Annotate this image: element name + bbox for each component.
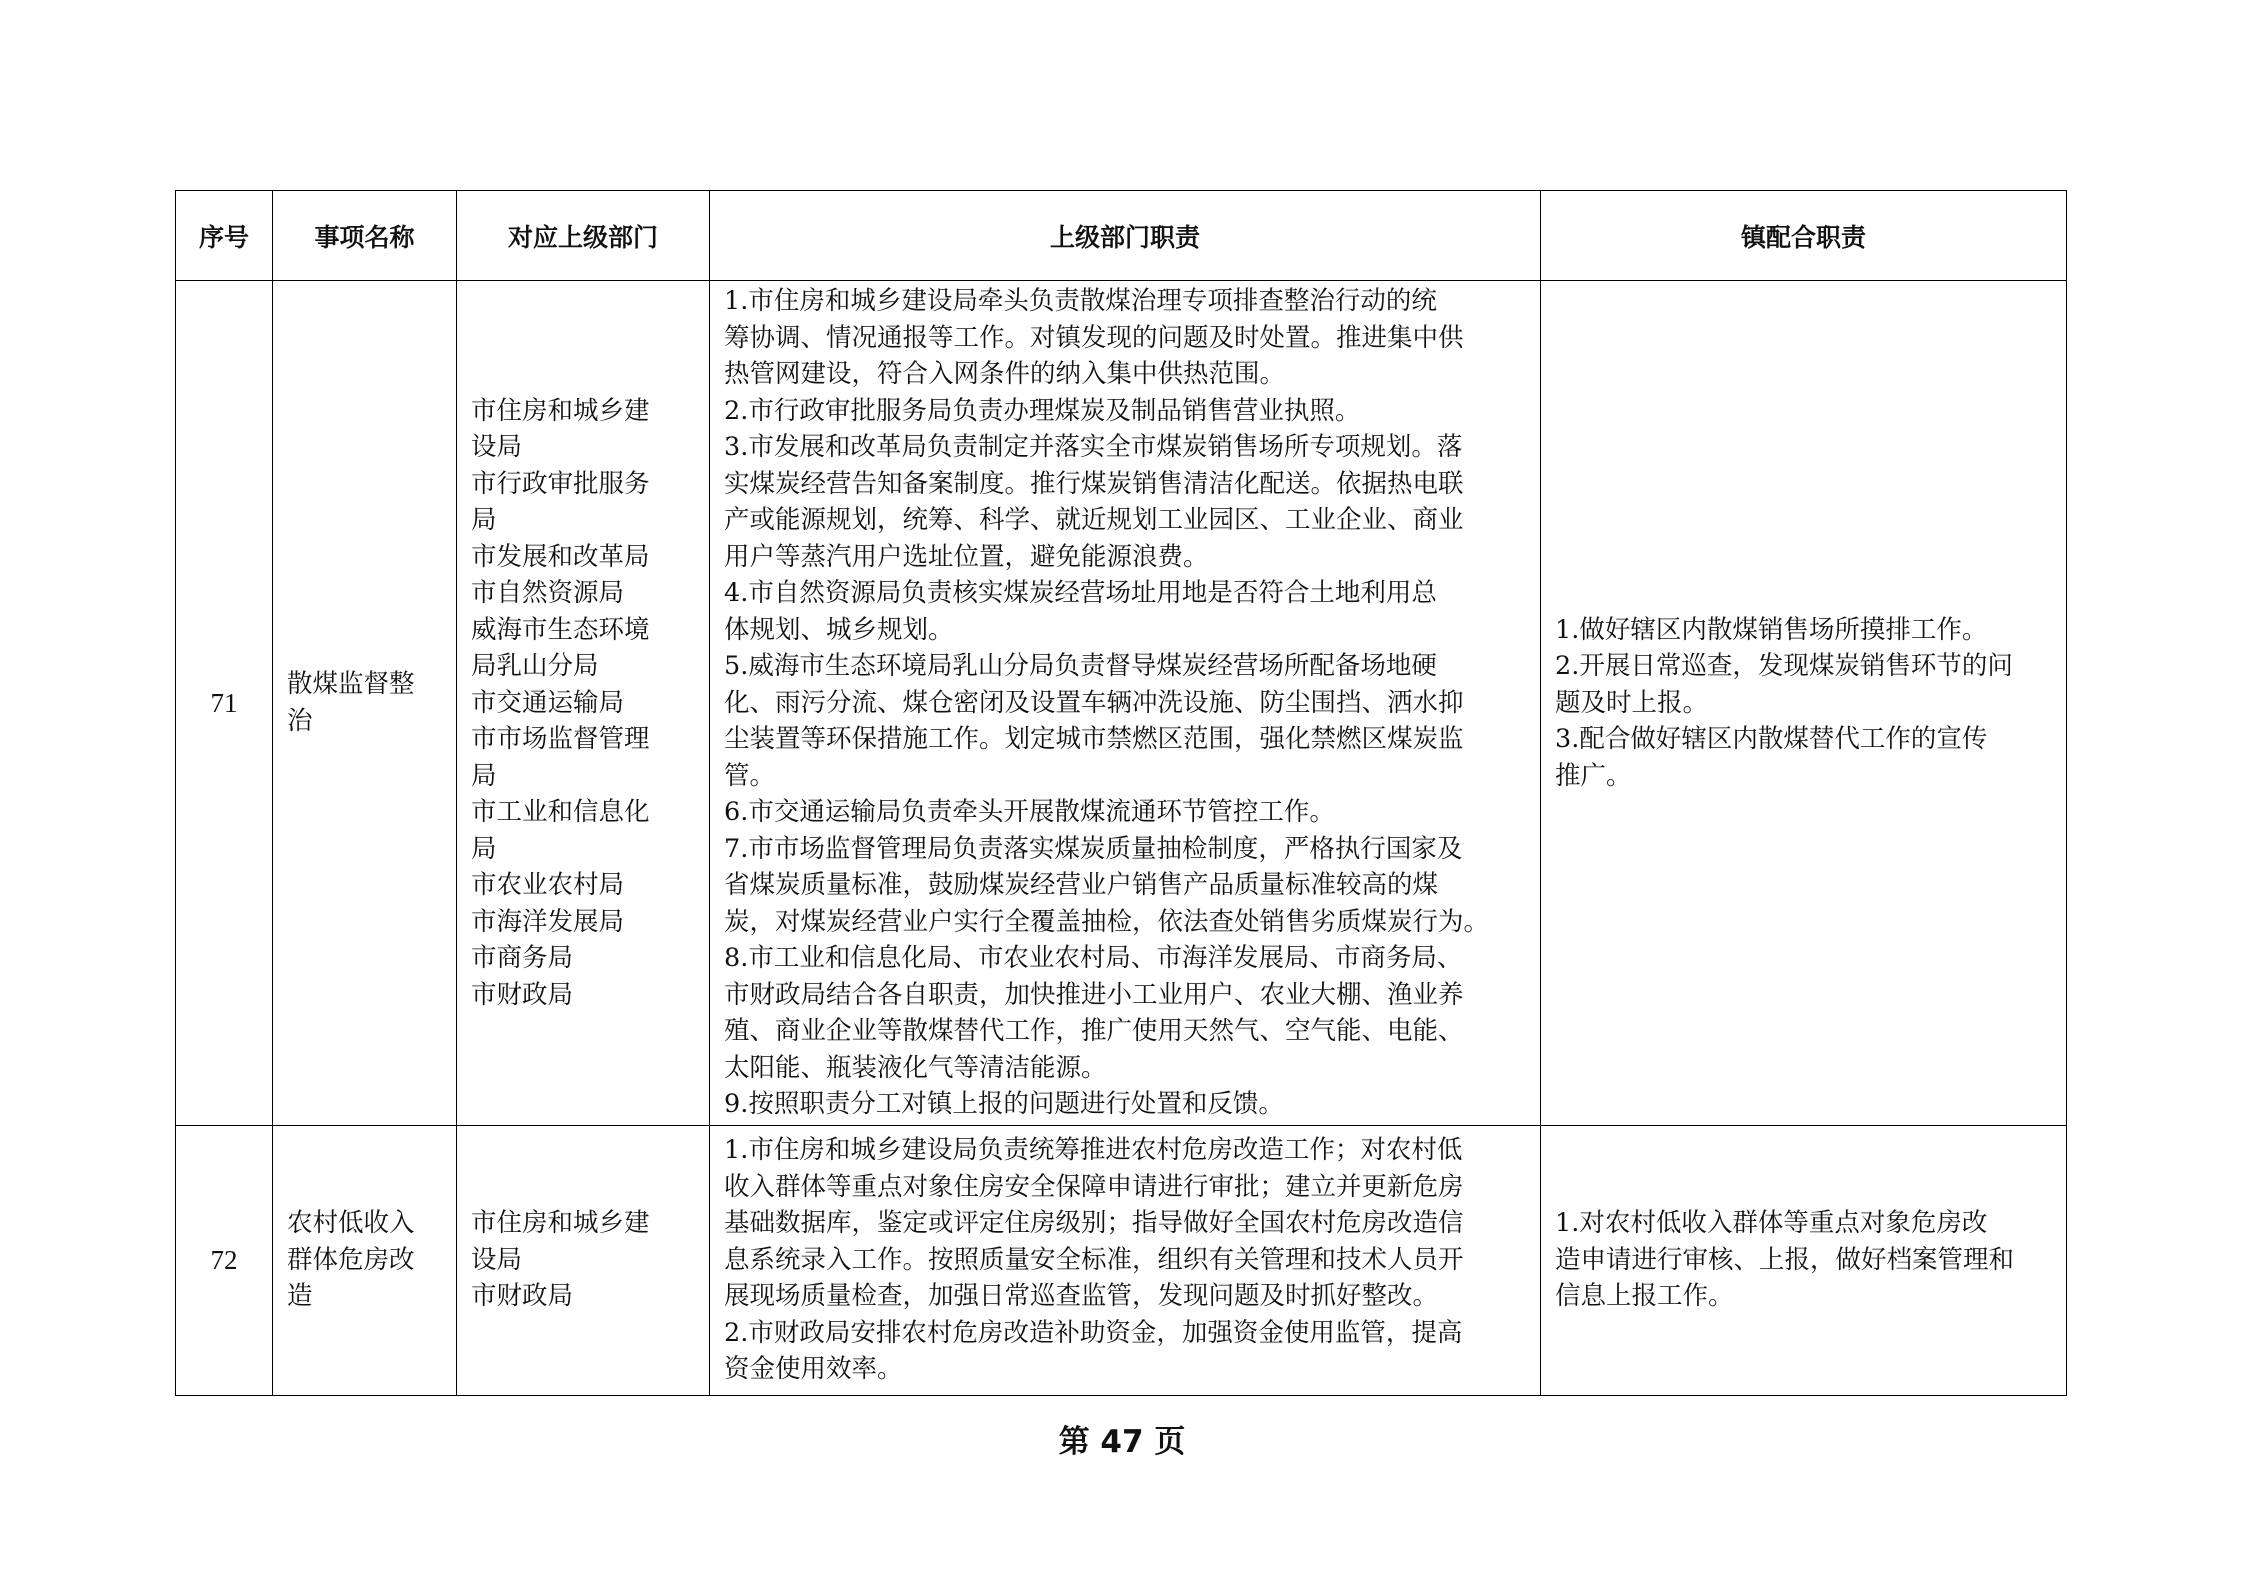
cell-line: 筹协调、情况通报等工作。对镇发现的问题及时处置。推进集中供: [724, 322, 1464, 353]
cell-line: 炭，对煤炭经营业户实行全覆盖抽检，依法查处销售劣质煤炭行为。: [724, 906, 1490, 937]
cell-line: 市住房和城乡建: [471, 395, 650, 426]
cell-line: 6.市交通运输局负责牵头开展散煤流通环节管控工作。: [724, 797, 1335, 827]
cell-line: 群体危房改: [287, 1244, 415, 1275]
cell-line: 基础数据库，鉴定或评定住房级别；指导做好全国农村危房改造信: [724, 1208, 1464, 1239]
header-number: 序号: [176, 191, 273, 281]
cell-line: 尘装置等环保措施工作。划定城市禁燃区范围，强化禁燃区煤炭监: [724, 724, 1464, 754]
cell-line: 1.对农村低收入群体等重点对象危房改: [1555, 1208, 1988, 1239]
row-number: 72: [176, 1125, 273, 1395]
superior-duty-cell: [710, 281, 1541, 1126]
cell-line: 市商务局: [471, 943, 574, 973]
page-number: 第 47 页: [1058, 1424, 1186, 1460]
cell-line: 3.市发展和改革局负责制定并落实全市煤炭销售场所专项规划。落: [724, 432, 1463, 462]
cell-line: 1.市住房和城乡建设局负责统筹推进农村危房改造工作；对农村低: [724, 1135, 1463, 1166]
cell-line: 设局: [471, 1244, 523, 1275]
cell-line: 散煤监督整: [287, 669, 415, 700]
cell-line: 局: [471, 760, 497, 791]
header-item-name: 事项名称: [273, 191, 457, 281]
superior-dept-cell: [457, 1125, 710, 1395]
cell-line: 局乳山分局: [471, 651, 599, 681]
table-header-row: [176, 191, 2067, 281]
cell-line: 市市场监督管理: [471, 724, 650, 754]
cell-line: 资金使用效率。: [724, 1354, 903, 1385]
cell-line: 农村低收入: [287, 1208, 415, 1239]
cell-line: 局: [471, 505, 497, 535]
cell-line: 题及时上报。: [1555, 687, 1709, 718]
cell-line: 信息上报工作。: [1555, 1281, 1734, 1312]
cell-line: 管。: [724, 760, 776, 791]
cell-line: 2.开展日常巡查，发现煤炭销售环节的问: [1555, 651, 2013, 681]
town-duty-cell: [1541, 1125, 2067, 1395]
cell-line: 市农业农村局: [471, 870, 625, 900]
cell-line: 用户等蒸汽用户选址位置，避免能源浪费。: [724, 541, 1209, 572]
cell-line: 市住房和城乡建: [471, 1208, 650, 1239]
cell-line: 造: [287, 1281, 313, 1312]
cell-line: 8.市工业和信息化局、市农业农村局、市海洋发展局、市商务局、: [724, 943, 1463, 973]
cell-line: 市财政局: [471, 1281, 574, 1312]
item-name-cell: [273, 281, 457, 1126]
cell-line: 造申请进行审核、上报，做好档案管理和: [1555, 1244, 2015, 1275]
table-row: [176, 1125, 2067, 1395]
cell-line: 实煤炭经营告知备案制度。推行煤炭销售清洁化配送。依据热电联: [724, 468, 1464, 499]
header-town-duty: 镇配合职责: [1541, 191, 2067, 281]
cell-line: 1.做好辖区内散煤销售场所摸排工作。: [1555, 614, 1988, 645]
cell-line: 5.威海市生态环境局乳山分局负责督导煤炭经营场所配备场地硬: [724, 651, 1437, 681]
cell-line: 省煤炭质量标准，鼓励煤炭经营业户销售产品质量标准较高的煤: [724, 870, 1439, 900]
cell-line: 2.市财政局安排农村危房改造补助资金，加强资金使用监管，提高: [724, 1317, 1463, 1348]
header-superior-duty: 上级部门职责: [710, 191, 1541, 281]
cell-line: 局: [471, 833, 497, 864]
cell-line: 市行政审批服务: [471, 468, 650, 499]
cell-line: 7.市市场监督管理局负责落实煤炭质量抽检制度，严格执行国家及: [724, 833, 1463, 864]
cell-line: 市财政局结合各自职责，加快推进小工业用户、农业大棚、渔业养: [724, 979, 1464, 1010]
cell-line: 威海市生态环境: [471, 614, 650, 645]
superior-duty-cell: [710, 1125, 1541, 1395]
cell-line: 1.市住房和城乡建设局牵头负责散煤治理专项排查整治行动的统: [724, 286, 1437, 316]
cell-line: 2.市行政审批服务局负责办理煤炭及制品销售营业执照。: [724, 395, 1361, 426]
cell-line: 3.配合做好辖区内散煤替代工作的宣传: [1555, 724, 1988, 754]
cell-line: 推广。: [1555, 760, 1632, 791]
cell-line: 治: [287, 705, 313, 736]
table-row: [176, 281, 2067, 1126]
cell-line: 4.市自然资源局负责核实煤炭经营场址用地是否符合土地利用总: [724, 578, 1437, 608]
cell-line: 设局: [471, 432, 523, 462]
responsibility-table: [175, 190, 2067, 1396]
cell-line: 市海洋发展局: [471, 906, 625, 937]
cell-line: 市交通运输局: [471, 687, 625, 718]
cell-line: 产或能源规划，统筹、科学、就近规划工业园区、工业企业、商业: [724, 505, 1464, 535]
cell-line: 化、雨污分流、煤仓密闭及设置车辆冲洗设施、防尘围挡、洒水抑: [724, 687, 1464, 718]
row-number: 71: [176, 281, 273, 1126]
cell-line: 市财政局: [471, 979, 574, 1010]
cell-line: 息系统录入工作。按照质量安全标准，组织有关管理和技术人员开: [724, 1244, 1464, 1275]
cell-line: 太阳能、瓶装液化气等清洁能源。: [724, 1052, 1107, 1083]
superior-dept-cell: [457, 281, 710, 1126]
cell-line: 收入群体等重点对象住房安全保障申请进行审批；建立并更新危房: [724, 1171, 1464, 1202]
header-superior-dept: 对应上级部门: [457, 191, 710, 281]
cell-line: 市工业和信息化: [471, 797, 650, 827]
cell-line: 市自然资源局: [471, 578, 625, 608]
cell-line: 体规划、城乡规划。: [724, 614, 954, 645]
cell-line: 市发展和改革局: [471, 541, 650, 572]
cell-line: 9.按照职责分工对镇上报的问题进行处置和反馈。: [724, 1089, 1284, 1119]
item-name-cell: [273, 1125, 457, 1395]
cell-line: 热管网建设，符合入网条件的纳入集中供热范围。: [724, 359, 1286, 389]
town-duty-cell: [1541, 281, 2067, 1126]
cell-line: 展现场质量检查，加强日常巡查监管，发现问题及时抓好整改。: [724, 1281, 1439, 1312]
cell-line: 殖、商业企业等散煤替代工作，推广使用天然气、空气能、电能、: [724, 1016, 1464, 1046]
